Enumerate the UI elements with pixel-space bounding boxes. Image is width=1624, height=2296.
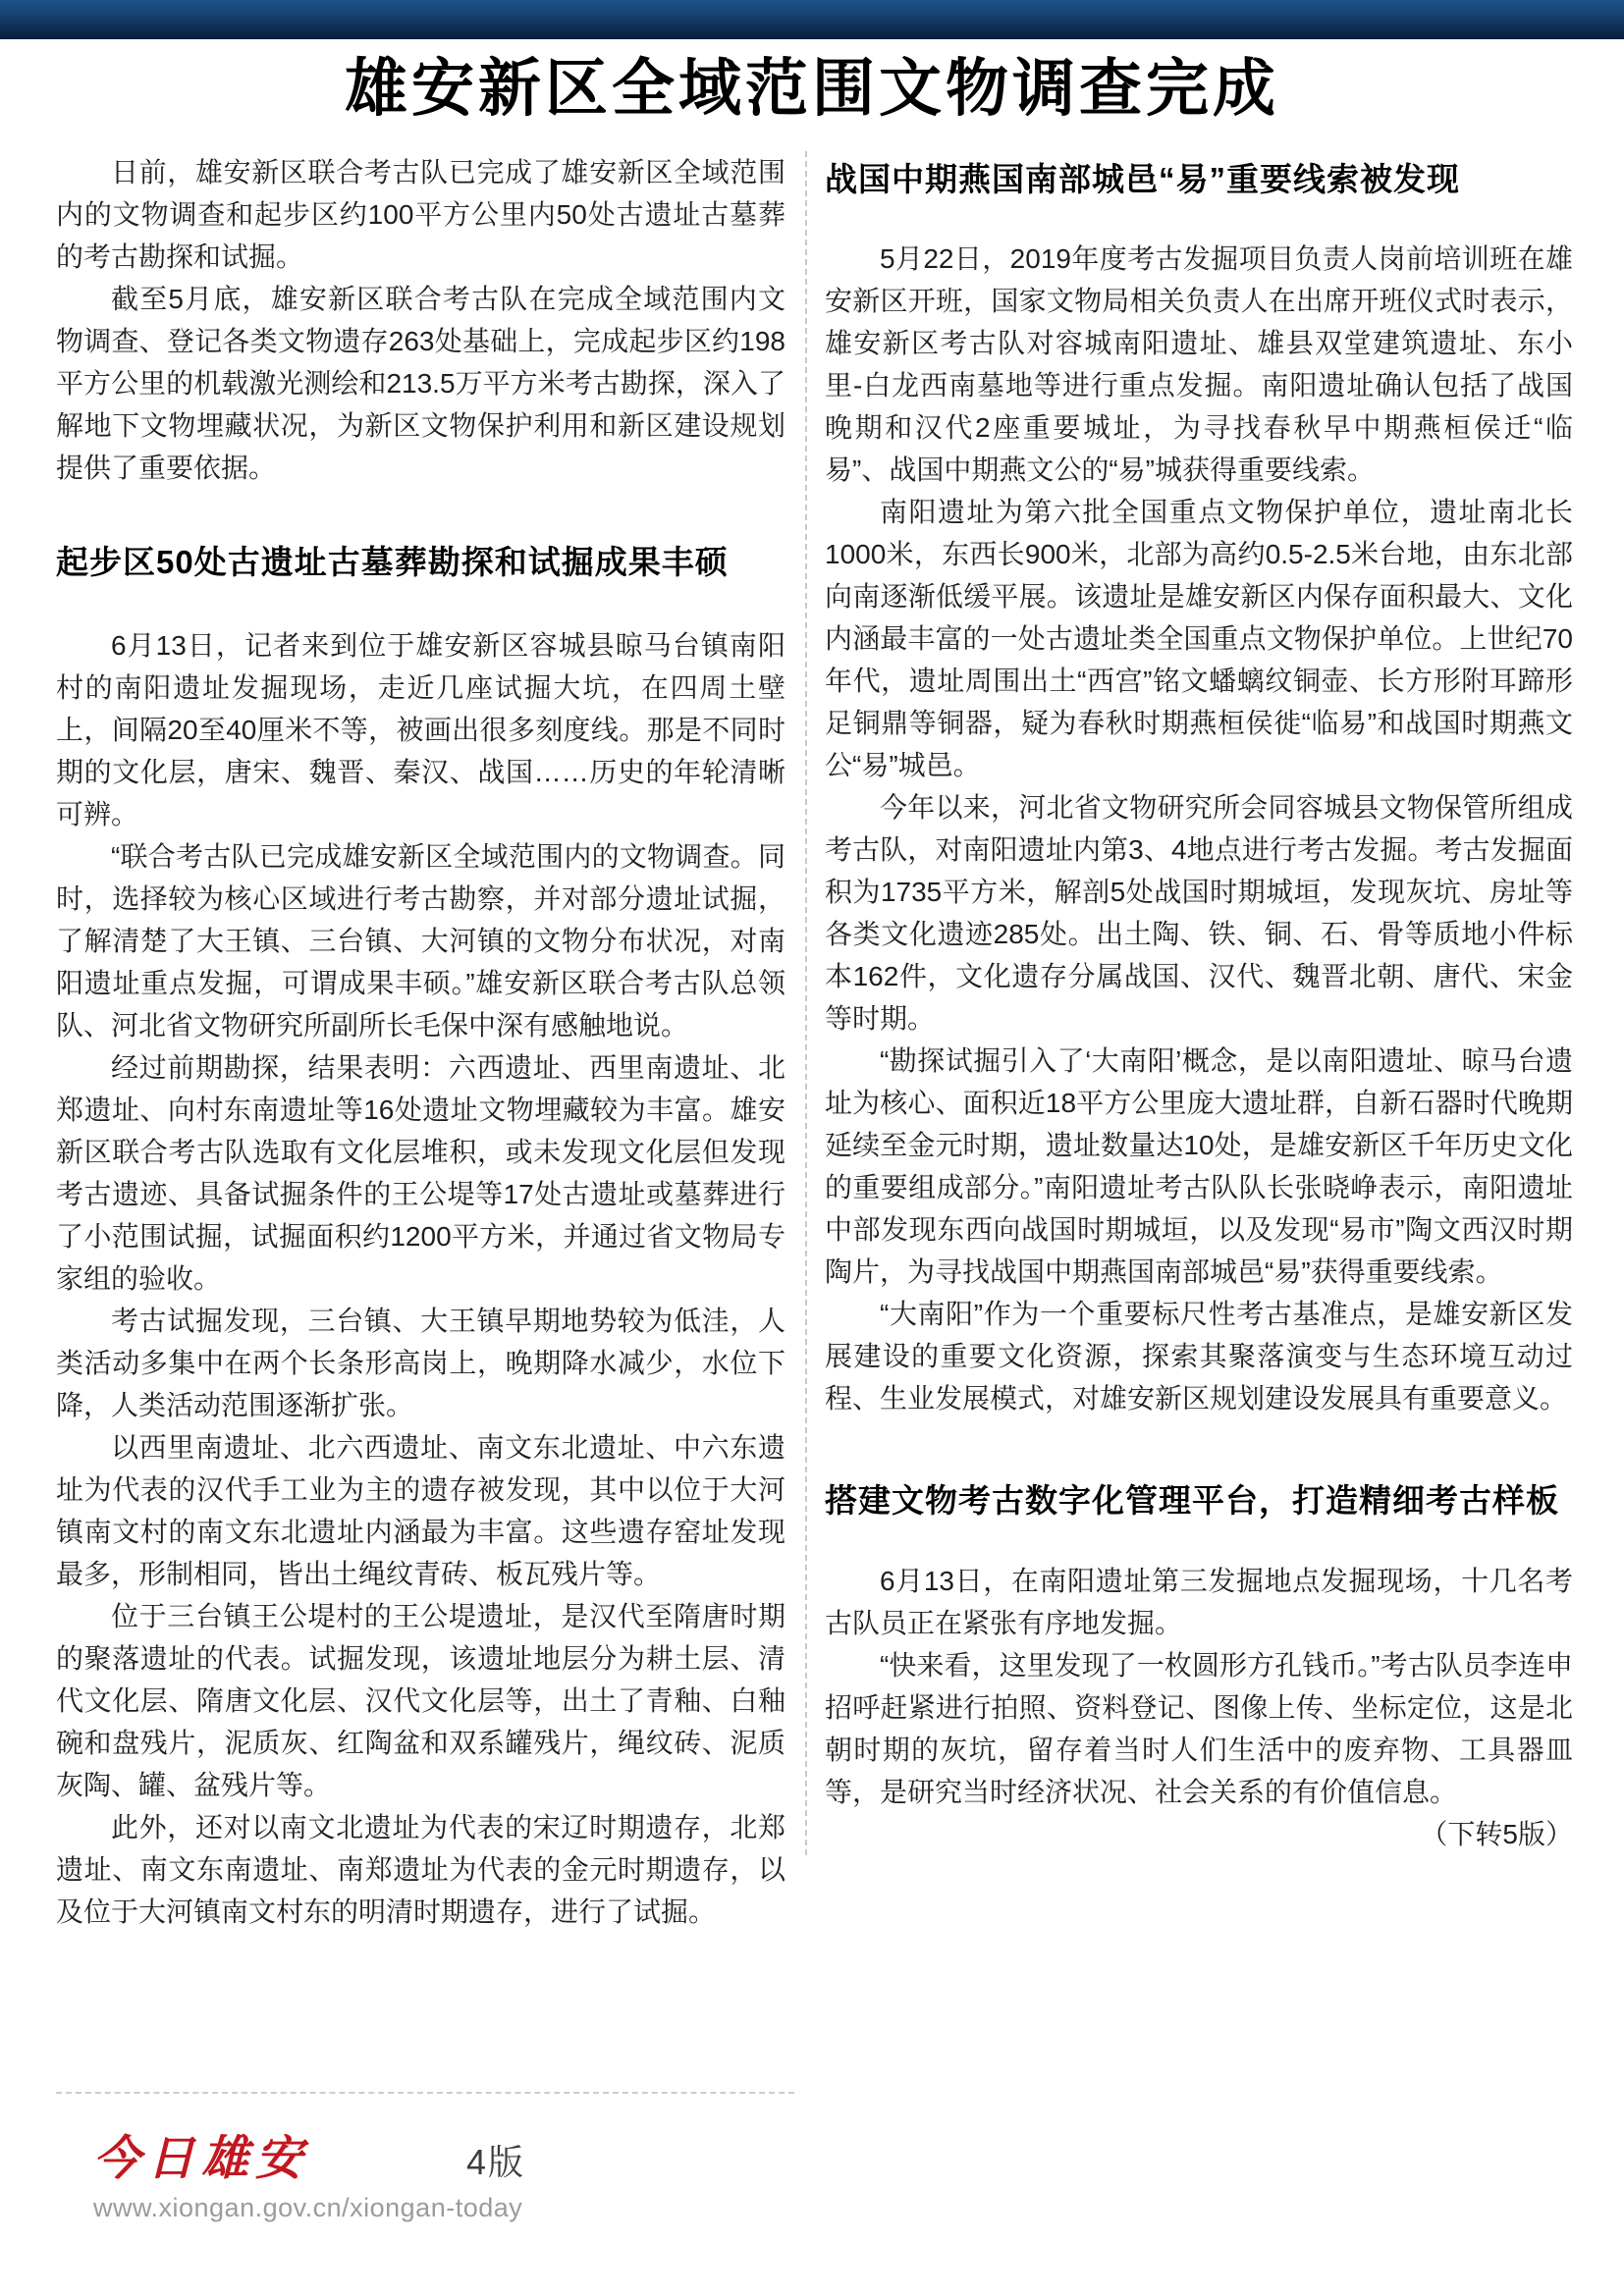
page-number: 4版	[466, 2142, 526, 2182]
paragraph: “联合考古队已完成雄安新区全域范围内的文物调查。同时，选择较为核心区域进行考古勘察，并对部分遗址试掘，了解清楚了大王镇、三台镇、大河镇的文物分布状况，对南阳遗址重点发掘，可谓成果丰硕。”雄安新区联合考古队总领队、河北省文物研究所副所长毛保中深有感触地说。	[56, 840, 785, 1041]
paragraph: 6月13日，在南阳遗址第三发掘地点发掘现场，十几名考古队员正在紧张有序地发掘。	[825, 1565, 1573, 1638]
paragraph: 位于三台镇王公堤村的王公堤遗址，是汉代至隋唐时期的聚落遗址的代表。试掘发现，该遗址地层分为耕土层、清代文化层、隋唐文化层、汉代文化层等，出土了青釉、白釉碗和盘残片，泥质灰、红陶盆和双系罐残片，绳纹砖、泥质灰陶、罐、盆残片等。	[56, 1600, 785, 1800]
paragraph: 截至5月底，雄安新区联合考古队在完成全域范围内文物调查、登记各类文物遗存263处基础上，完成起步区约198平方公里的机载激光测绘和213.5万平方米考古勘探，深入了解地下文物埋藏状况，为新区文物保护利用和新区建设规划提供了重要依据。	[56, 284, 785, 484]
paragraph: 考古试掘发现，三台镇、大王镇早期地势较为低洼，人类活动多集中在两个长条形高岗上，晚期降水减少，水位下降，人类活动范围逐渐扩张。	[56, 1305, 785, 1420]
continuation-note: （下转5版）	[1420, 1818, 1573, 1849]
paragraph: 以西里南遗址、北六西遗址、南文东北遗址、中六东遗址为代表的汉代手工业为主的遗存被发现，其中以位于大河镇南文村的南文东北遗址内涵最为丰富。这些遗存窑址发现最多，形制相同，皆出土绳纹青砖、板瓦残片等。	[56, 1431, 785, 1589]
paragraph: 经过前期勘探，结果表明：六西遗址、西里南遗址、北郑遗址、向村东南遗址等16处遗址文物埋藏较为丰富。雄安新区联合考古队选取有文化层堆积，或未发现文化层但发现考古遗迹、具备试掘条件的王公堤等17处古遗址或墓葬进行了小范围试掘，试掘面积约1200平方米，并通过省文物局专家组的验收。	[56, 1051, 785, 1294]
right-column	[805, 151, 1573, 1855]
paragraph: 南阳遗址为第六批全国重点文物保护单位，遗址南北长1000米，东西长900米，北部为高约0.5-2.5米台地，由东北部向南逐渐低缓平展。该遗址是雄安新区内保存面积最大、文化内涵最丰富的一处古遗址类全国重点文物保护单位。上世纪70年代，遗址周围出土“西宫”铭文蟠螭纹铜壶、长方形附耳蹄形足铜鼎等铜器，疑为春秋时期燕桓侯徙“临易”和战国时期燕文公“易”城邑。	[825, 496, 1573, 780]
footer	[93, 2133, 526, 2223]
paragraph: 6月13日，记者来到位于雄安新区容城县晾马台镇南阳村的南阳遗址发掘现场，走近几座试掘大坑，在四周土壁上，间隔20至40厘米不等，被画出很多刻度线。那是不同时期的文化层，唐宋、魏晋、秦汉、战国……历史的年轮清晰可辨。	[56, 629, 785, 829]
footer-divider	[56, 2092, 794, 2094]
paragraph: 日前，雄安新区联合考古队已完成了雄安新区全域范围内的文物调查和起步区约100平方公里内50处古遗址古墓葬的考古勘探和试掘。	[56, 157, 785, 273]
paragraph: 此外，还对以南文北遗址为代表的宋辽时期遗存，北郑遗址、南文东南遗址、南郑遗址为代表的金元时期遗存，以及位于大河镇南文村东的明清时期遗存，进行了试掘。	[56, 1811, 785, 1927]
page-title: 雄安新区全域范围文物调查完成	[345, 54, 1279, 124]
section-heading-right-2: 搭建文物考古数字化管理平台，打造精细考古样板	[825, 1481, 1559, 1519]
paragraph: 今年以来，河北省文物研究所会同容城县文物保管所组成考古队，对南阳遗址内第3、4地点进行考古发掘。考古发掘面积为1735平方米，解剖5处战国时期城垣，发现灰坑、房址等各类文化遗迹285处。出土陶、铁、铜、石、骨等质地小件标本162件，文化遗存分属战国、汉代、魏晋北朝、唐代、宋金等时期。	[825, 791, 1573, 1034]
article-columns	[0, 124, 1624, 1932]
section-heading-right-1: 战国中期燕国南部城邑“易”重要线索被发现	[825, 161, 1460, 198]
paragraph-with-jump	[825, 1644, 1573, 1849]
paragraph: 5月22日，2019年度考古发掘项目负责人岗前培训班在雄安新区开班，国家文物局相关负责人在出席开班仪式时表示，雄安新区考古队对容城南阳遗址、雄县双堂建筑遗址、东小里-白龙西南墓地等进行重点发掘。南阳遗址确认包括了战国晚期和汉代2座重要城址，为寻找春秋早中期燕桓侯迁“临易”、战国中期燕文公的“易”城获得重要线索。	[825, 242, 1573, 485]
section-heading-left: 起步区50处古遗址古墓葬勘探和试掘成果丰硕	[56, 544, 729, 581]
footer-url: www.xiongan.gov.cn/xiongan-today	[93, 2193, 523, 2222]
paragraph: “勘探试掘引入了‘大南阳’概念，是以南阳遗址、晾马台遗址为核心、面积近18平方公里庞大遗址群，自新石器时代晚期延续至金元时期，遗址数量达10处，是雄安新区千年历史文化的重要组成部分。”南阳遗址考古队队长张晓峥表示，南阳遗址中部发现东西向战国时期城垣，以及发现“易市”陶文西汉时期陶片，为寻找战国中期燕国南部城邑“易”获得重要线索。	[825, 1044, 1573, 1287]
paragraph-text: “快来看，这里发现了一枚圆形方孔钱币。”考古队员李连申招呼赶紧进行拍照、资料登记、图像上传、坐标定位，这是北朝时期的灰坑，留存着当时人们生活中的废弃物、工具器皿等，是研究当时经济状况、社会关系的有价值信息。	[825, 1649, 1573, 1807]
paragraph: “大南阳”作为一个重要标尺性考古基准点，是雄安新区发展建设的重要文化资源，探索其聚落演变与生态环境互动过程、生业发展模式，对雄安新区规划建设发展具有重要意义。	[825, 1298, 1573, 1414]
top-banner	[0, 0, 1624, 39]
masthead-logo: 今日雄安	[93, 2133, 310, 2185]
left-column	[56, 151, 805, 1932]
